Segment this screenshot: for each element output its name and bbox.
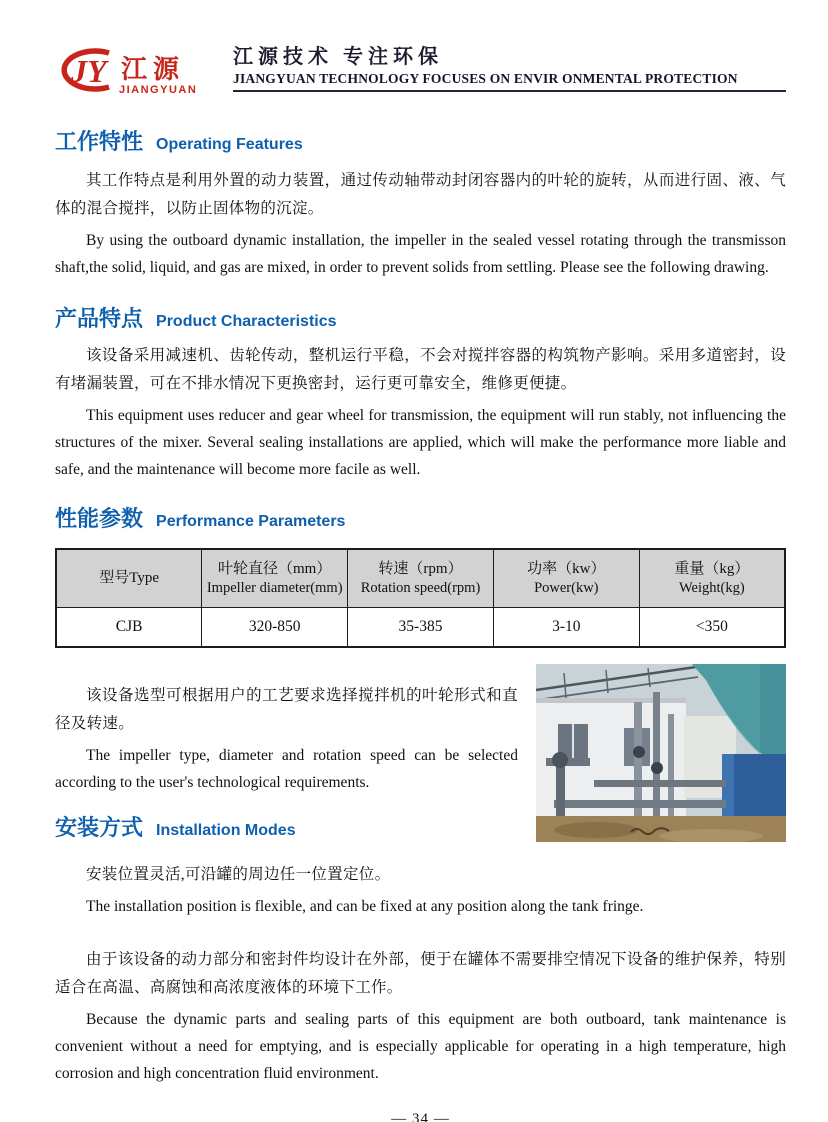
- header-label-en: Impeller diameter(mm): [206, 579, 343, 596]
- section-title-en: Installation Modes: [156, 822, 296, 839]
- table-header-weight: [639, 549, 785, 607]
- installation-paragraph2-english: Because the dynamic parts and sealing parts of this equipment are both outboard, tank maintenance is convenient without a need for emptying, and is especially applicable for operating in a high temperature, high corrosion and high concentration fluid environment.: [55, 1011, 786, 1082]
- logo-name-text: JIANGYUAN: [119, 84, 198, 96]
- table-header-power: [493, 549, 639, 607]
- table-header-type: [56, 549, 202, 607]
- header-label-cn: 转速（rpm）: [378, 560, 463, 577]
- equipment-photo-illustration: [536, 664, 786, 842]
- section-title-operating-features: [55, 130, 786, 157]
- operating-paragraph-english: By using the outboard dynamic installation, the impeller in the sealed vessel rotating through the transmisson shaft,the solid, liquid, and gas are mixed, in order to prevent solids from settling. Please see the following drawing.: [55, 232, 786, 276]
- table-row: [56, 607, 785, 647]
- tagline-english: JIANGYUAN TECHNOLOGY FOCUSES ON ENVIR ONMENTAL PROTECTION: [233, 71, 786, 92]
- selection-and-photo-block: [55, 664, 786, 847]
- installation-paragraph1-chinese: 安装位置灵活,可沿罐的周边任一位置定位。: [86, 866, 391, 883]
- operating-paragraph-chinese: 其工作特点是利用外置的动力装置，通过传动轴带动封闭容器内的叶轮的旋转，从而进行固、液、气体的混合搅拌，以防止固体物的沉淀。: [55, 172, 786, 217]
- header-taglines: [233, 46, 786, 92]
- header-label-cn: 功率（kw）: [527, 560, 606, 577]
- tagline-chinese: 江源技术 专注环保: [233, 46, 443, 68]
- section-title-cn: 性能参数: [55, 506, 144, 531]
- cell-rotation-speed: 35-385: [348, 607, 494, 647]
- product-paragraph-english: This equipment uses reducer and gear wheel for transmission, the equipment will run stably, not influencing the structures of the mixer. Several sealing installations are applied, which will make the performance more liable and safe, and the maintenance will become more facile as well.: [55, 407, 786, 478]
- selection-paragraph-chinese: 该设备选型可根据用户的工艺要求选择搅拌机的叶轮形式和直径及转速。: [55, 687, 518, 732]
- section-title-product-characteristics: [55, 307, 786, 334]
- page-header: [55, 46, 786, 96]
- section-title-performance-parameters: [55, 507, 786, 534]
- logo-jy-text: JY: [71, 53, 107, 89]
- performance-parameters-table: [55, 548, 786, 648]
- equipment-photo: [536, 664, 786, 847]
- table-header-impeller-diameter: [202, 549, 348, 607]
- cell-power: 3-10: [493, 607, 639, 647]
- jiangyuan-logo-icon: [55, 46, 223, 96]
- installation-paragraph2-chinese: 由于该设备的动力部分和密封件均设计在外部，便于在罐体不需要排空情况下设备的维护保养，特别适合在高温、高腐蚀和高浓度液体的环境下工作。: [55, 951, 786, 996]
- header-label: 型号Type: [99, 569, 160, 586]
- header-label-en: Rotation speed(rpm): [360, 579, 481, 596]
- table-header-rotation-speed: [348, 549, 494, 607]
- section-title-en: Product Characteristics: [156, 313, 337, 330]
- header-label-cn: 重量（kg）: [674, 560, 750, 577]
- product-paragraph-chinese: 该设备采用减速机、齿轮传动，整机运行平稳，不会对搅拌容器的构筑物产影响。采用多道密封，设有堵漏装置，可在不排水情况下更换密封，运行更可靠安全，维修更便捷。: [55, 347, 786, 392]
- header-label-cn: 叶轮直径（mm）: [218, 560, 332, 577]
- section-title-en: Operating Features: [156, 136, 303, 153]
- cell-type: CJB: [56, 607, 202, 647]
- selection-paragraph-english: The impeller type, diameter and rotation speed can be selected according to the user's technological requirements.: [55, 747, 518, 791]
- section-title-cn: 工作特性: [55, 129, 144, 154]
- header-label-en: Weight(kg): [679, 579, 745, 596]
- logo-cn-text: 江源: [121, 55, 186, 84]
- section-title-en: Performance Parameters: [156, 513, 346, 530]
- section-title-installation-modes: [55, 816, 518, 843]
- page-number: — 34 —: [391, 1111, 450, 1122]
- cell-impeller-diameter: 320-850: [202, 607, 348, 647]
- table-header-row: [56, 549, 785, 607]
- section-title-cn: 安装方式: [55, 815, 144, 840]
- selection-text-column: [55, 664, 536, 847]
- section-title-cn: 产品特点: [55, 306, 144, 331]
- cell-weight: <350: [639, 607, 785, 647]
- header-label-en: Power(kw): [534, 579, 599, 596]
- installation-paragraph1-english: The installation position is flexible, and can be fixed at any position along the tank fringe.: [86, 898, 644, 915]
